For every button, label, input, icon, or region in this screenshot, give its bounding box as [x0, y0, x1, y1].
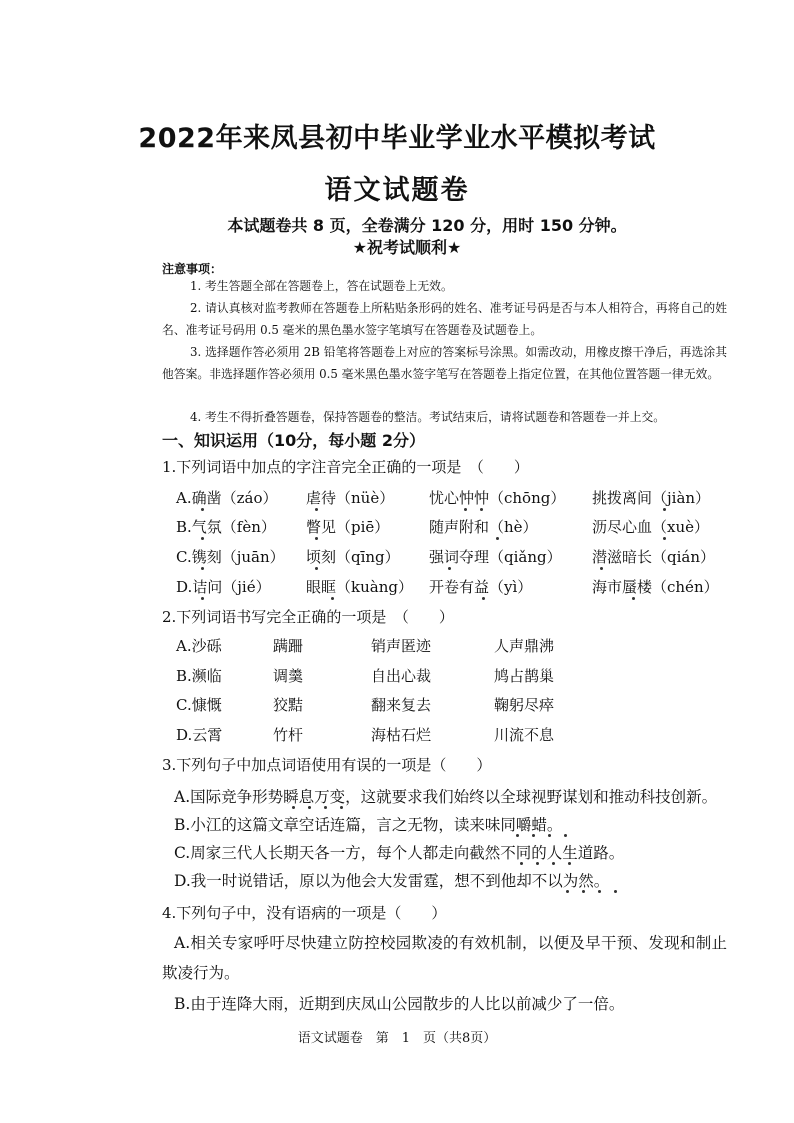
q2-option-cell: 调羹: [273, 667, 304, 685]
emphasis-dot: [340, 806, 343, 809]
q2-option-cell: A.沙砾: [176, 637, 222, 655]
exam-title: 2022年来凤县初中毕业学业水平模拟考试: [138, 123, 656, 154]
emphasis-dot: [201, 597, 204, 600]
emphasis-dot: [520, 862, 523, 865]
q2-option-cell: D.云霄: [176, 726, 223, 744]
note-item: 3. 选择题作答必须用 2B 铅笔将答题卷上对应的答案标号涂黑。如需改动，用橡皮擦干净后，再选涂其他答案。非选择题作答必须用 0.5 毫米黑色墨水签字笔写在答题卷上指定位置，在其他位置答题一律无效。: [162, 345, 727, 381]
emphasis-dot: [331, 597, 334, 600]
emphasis-dot: [201, 567, 204, 570]
q1-option-cell: 虐待（nüè）: [306, 489, 395, 507]
question-3-stem: 3.下列句子中加点词语使用有误的一项是（ ）: [162, 756, 492, 774]
q4-option: A.相关专家呼吁尽快建立防控校园欺凌的有效机制，以便及早干预、发现和制止欺凌行为。: [162, 934, 727, 982]
emphasis-dot: [566, 890, 569, 893]
q4-option: B.由于连降大雨，近期到庆凤山公园散步的人比以前减少了一倍。: [174, 995, 625, 1013]
q1-option-cell: 潜滋暗长（qián）: [592, 548, 716, 566]
emphasis-dot: [315, 567, 318, 570]
emphasis-dot: [201, 508, 204, 511]
note-item: 4. 考生不得折叠答题卷，保持答题卷的整洁。考试结束后，请将试题卷和答题卷一并上交。: [190, 410, 666, 424]
q1-option-cell: 眼眶（kuàng）: [306, 578, 413, 596]
q3-option: D.我一时说错话，原以为他会大发雷霆，想不到他却不以为然。: [174, 872, 610, 890]
notes-heading: 注意事项：: [162, 262, 223, 276]
q2-option-cell: 蹒跚: [273, 637, 304, 655]
q1-option-cell: 顷刻（qīng）: [306, 548, 400, 566]
emphasis-dot: [614, 890, 617, 893]
emphasis-dot: [308, 806, 311, 809]
emphasis-dot: [448, 567, 451, 570]
q1-option-cell: 开卷有益（yì）: [429, 578, 533, 596]
emphasis-dot: [536, 862, 539, 865]
emphasis-dot: [663, 508, 666, 511]
q1-option-cell: B.气氛（fèn）: [176, 518, 276, 536]
q1-option-cell: C.镌刻（juān）: [176, 548, 285, 566]
q1-option-cell: A.确凿（záo）: [176, 489, 278, 507]
emphasis-dot: [315, 508, 318, 511]
emphasis-dot: [292, 806, 295, 809]
question-4-stem: 4.下列句子中，没有语病的一项是（ ）: [162, 904, 447, 922]
exam-wish: ★祝考试顺利★: [352, 238, 462, 257]
page-footer: 语文试题卷 第 1 页（共8页）: [297, 1031, 497, 1046]
q2-option-cell: 人声鼎沸: [494, 637, 555, 655]
q2-option-cell: 销声匿迹: [371, 637, 432, 655]
emphasis-dot: [464, 508, 467, 511]
emphasis-dot: [600, 567, 603, 570]
q1-option-cell: 海市蜃楼（chén）: [592, 578, 719, 596]
emphasis-dot: [663, 537, 666, 540]
emphasis-dot: [582, 890, 585, 893]
q2-option-cell: 川流不息: [494, 726, 555, 744]
emphasis-dot: [482, 597, 485, 600]
question-2-stem: 2.下列词语书写完全正确的一项是 （ ）: [162, 608, 454, 626]
emphasis-dot: [480, 508, 483, 511]
emphasis-dot: [315, 537, 318, 540]
note-item: 2. 请认真核对监考教师在答题卷上所粘贴条形码的姓名、准考证号码是否与本人相符合，再将自己的姓名、准考证号码用 0.5 毫米的黑色墨水签字笔填写在答题卷及试题卷上。: [162, 301, 727, 337]
q2-option-cell: 狡黠: [273, 696, 304, 714]
emphasis-dot: [324, 806, 327, 809]
emphasis-dot: [564, 834, 567, 837]
q3-option: B.小江的这篇文章空话连篇，言之无物，读来味同嚼蜡。: [174, 816, 563, 834]
q2-option-cell: B.濒临: [176, 667, 222, 685]
q2-option-cell: 自出心裁: [371, 667, 432, 685]
q1-option-cell: 随声附和（hè）: [429, 518, 538, 536]
q1-option-cell: 瞥见（piē）: [306, 518, 390, 536]
q2-option-cell: 鸠占鹊巢: [494, 667, 555, 685]
section-heading: 一、知识运用（10分，每小题 2分）: [162, 431, 425, 450]
emphasis-dot: [568, 862, 571, 865]
q2-option-cell: C.慷慨: [176, 696, 222, 714]
q2-option-cell: 翻来复去: [371, 696, 432, 714]
exam-info: 本试题卷共 8 页，全卷满分 120 分，用时 150 分钟。: [227, 216, 627, 235]
emphasis-dot: [632, 597, 635, 600]
q2-option-cell: 鞠躬尽瘁: [494, 696, 555, 714]
emphasis-dot: [548, 834, 551, 837]
q2-option-cell: 海枯石烂: [371, 726, 432, 744]
q1-option-cell: 忧心忡忡（chōng）: [429, 489, 566, 507]
emphasis-dot: [532, 834, 535, 837]
q3-option: C.周家三代人长期天各一方，每个人都走向截然不同的人生道路。: [174, 844, 625, 862]
emphasis-dot: [496, 537, 499, 540]
question-1-stem: 1.下列词语中加点的字注音完全正确的一项是 （ ）: [162, 458, 529, 476]
emphasis-dot: [598, 890, 601, 893]
q1-option-cell: D.诘问（jié）: [176, 578, 271, 596]
q1-option-cell: 强词夺理（qiǎng）: [429, 548, 562, 566]
exam-subtitle: 语文试题卷: [324, 175, 470, 206]
q1-option-cell: 沥尽心血（xuè）: [592, 518, 709, 536]
q1-option-cell: 挑拨离间（jiàn）: [592, 489, 711, 507]
note-item: 1. 考生答题全部在答题卷上，答在试题卷上无效。: [190, 279, 453, 293]
q2-option-cell: 竹杆: [273, 726, 304, 744]
emphasis-dot: [201, 537, 204, 540]
emphasis-dot: [552, 862, 555, 865]
q3-option: A.国际竞争形势瞬息万变，这就要求我们始终以全球视野谋划和推动科技创新。: [174, 788, 718, 806]
emphasis-dot: [516, 834, 519, 837]
